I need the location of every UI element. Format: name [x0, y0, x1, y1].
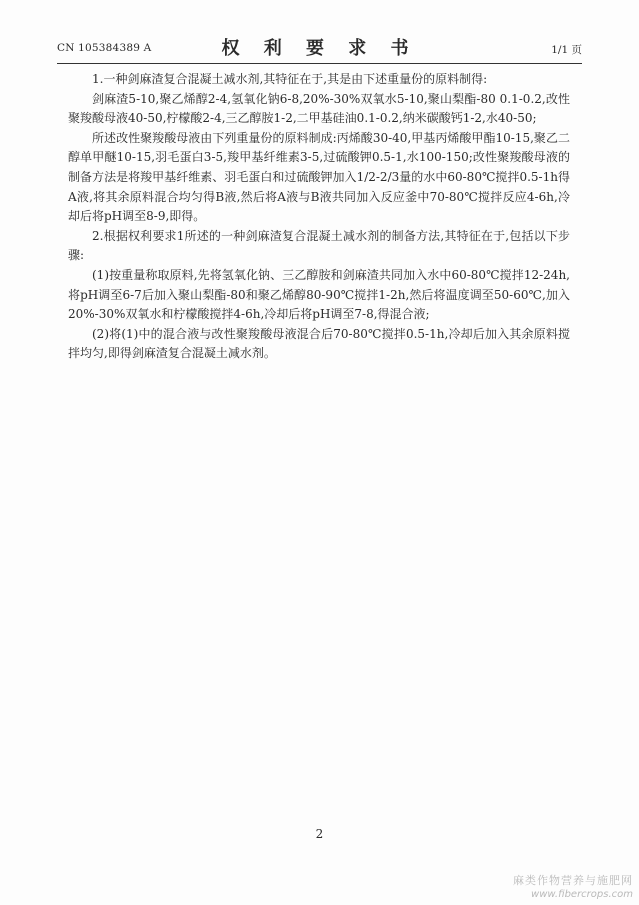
- claims-body: [68, 70, 570, 364]
- claim-1-intro: 1.一种剑麻渣复合混凝土减水剂,其特征在于,其是由下述重量份的原料制得:: [92, 72, 488, 86]
- document-header: [57, 30, 582, 60]
- watermark-cn: 麻类作物营养与施肥网: [513, 874, 633, 887]
- page-title: 权 利 要 求 书: [221, 38, 418, 59]
- watermark: [473, 874, 633, 901]
- claim-2-step-2: (2)将(1)中的混合液与改性聚羧酸母液混合后70-80℃搅拌0.5-1h,冷却后加入其余原料搅拌均匀,即得剑麻渣复合混凝土减水剂。: [68, 326, 570, 361]
- page-count: 1/1 页: [551, 44, 582, 56]
- header-divider: [57, 63, 582, 64]
- publication-number: CN 105384389 A: [57, 42, 152, 54]
- page-number: 2: [315, 827, 324, 841]
- claim-2-intro: 2.根据权利要求1所述的一种剑麻渣复合混凝土减水剂的制备方法,其特征在于,包括以下步骤:: [68, 228, 570, 263]
- claim-1-mother-liquor: 所述改性聚羧酸母液由下列重量份的原料制成:丙烯酸30-40,甲基丙烯酸甲酯10-15,聚乙二醇单甲醚10-15,羽毛蛋白3-5,羧甲基纤维素3-5,过硫酸钾0.5-1,水100-150;改性聚羧酸母液的制备方法是将羧甲基纤维素、羽毛蛋白和过硫酸钾加入1/2-2/3量的水中60-80℃搅拌0.5-1h得A液,将其余原料混合均匀得B液,然后将A液与B液共同加入反应釜中70-80℃搅拌反应4-6h,冷却后将pH调至8-9,即得。: [68, 130, 570, 224]
- claim-2-step-1: (1)按重量称取原料,先将氢氧化钠、三乙醇胺和剑麻渣共同加入水中60-80℃搅拌12-24h,将pH调至6-7后加入聚山梨酯-80和聚乙烯醇80-90℃搅拌1-2h,然后将温度调至50-60℃,加入20%-30%双氧水和柠檬酸搅拌4-6h,冷却后将pH调至7-8,得混合液;: [68, 267, 570, 322]
- claim-1-ingredients: 剑麻渣5-10,聚乙烯醇2-4,氢氧化钠6-8,20%-30%双氧水5-10,聚山梨酯-80 0.1-0.2,改性聚羧酸母液40-50,柠檬酸2-4,三乙醇胺1-2,二甲基硅油0.1-0.2,纳米碳酸钙1-2,水40-50;: [68, 91, 570, 126]
- watermark-url: www.fibercrops.com: [531, 889, 633, 900]
